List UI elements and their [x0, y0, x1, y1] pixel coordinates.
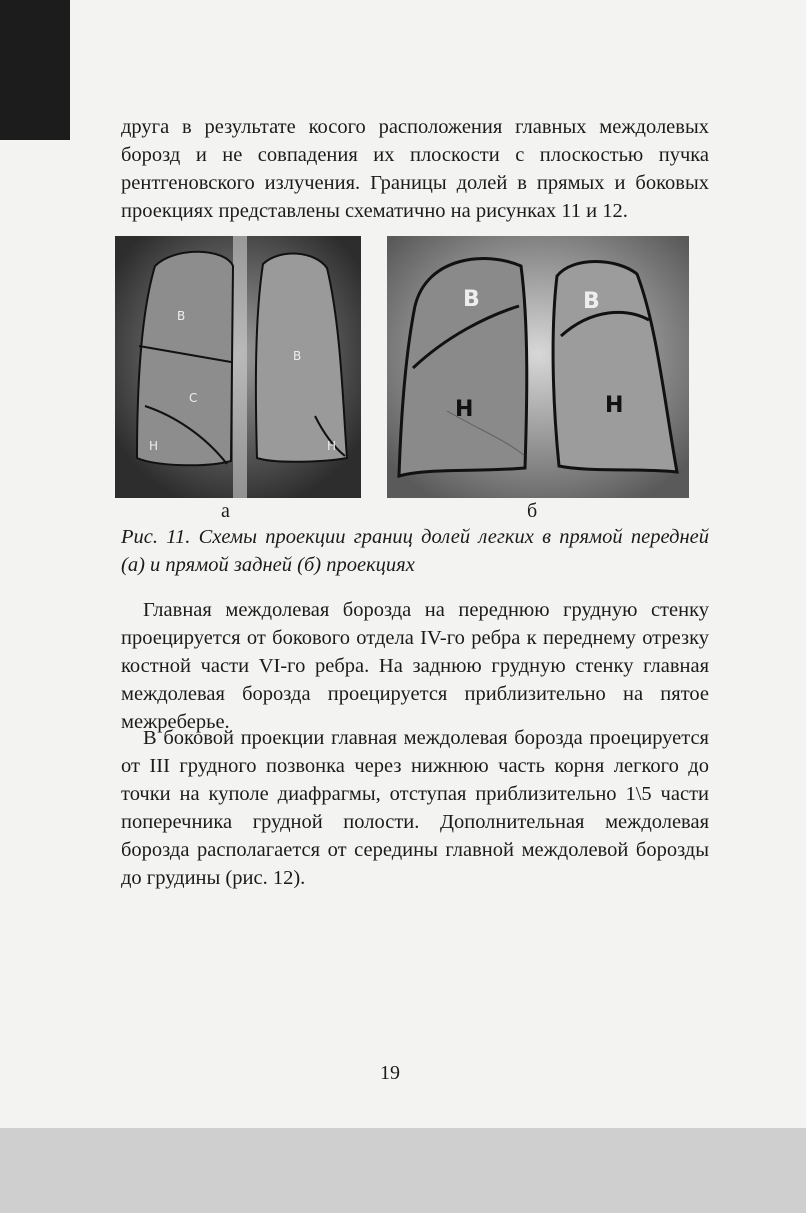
scan-edge-shadow — [0, 0, 70, 140]
lobe-label-h-right: H — [605, 393, 624, 418]
paragraph-lateral: В боковой проекции главная междолевая борозда проецируется от III грудного позвонка через нижнюю часть корня легкого до точки на куполе диафрагмы, отступая приблизительно 1\5 части поперечника грудной полости. Дополнительная междолевая борозда располагается от середины главной междолевой борозды до грудины (рис. 12). — [121, 727, 709, 889]
page-number: 19 — [380, 1062, 400, 1084]
lobe-label-h: H — [455, 397, 474, 422]
lobe-label-b-right: B — [583, 289, 600, 314]
scan-bottom-margin — [0, 1128, 806, 1213]
figure-panel-b — [387, 236, 689, 498]
lobe-label-b: B — [463, 287, 480, 312]
lobe-label-h: H — [149, 439, 159, 453]
paragraph-intro: друга в результате косого расположения главных междолевых борозд и не совпадения их плоскости с плоскостью пучка рентгеновского излучения. Границы долей в прямых и боковых проекциях представлены схематично на рисунках 11 и 12. — [121, 116, 709, 222]
panel-a-label: а — [221, 500, 230, 522]
xray-frontal-view — [115, 236, 361, 498]
xray-posterior-view — [387, 236, 689, 498]
lobe-label-b: B — [177, 309, 186, 323]
panel-b-label: б — [527, 500, 538, 522]
lobe-label-b-right: B — [293, 349, 302, 363]
lobe-label-c: C — [189, 391, 198, 405]
figure-caption: Рис. 11. Схемы проекции границ долей легких в прямой передней (а) и прямой задней (б) проекциях — [121, 526, 709, 576]
lobe-label-h-right: H — [327, 439, 337, 453]
figure-panel-a — [115, 236, 361, 498]
paragraph-frontal: Главная междолевая борозда на переднюю грудную стенку проецируется от бокового отдела IV-го ребра к переднему отрезку костной части VI-го ребра. На заднюю грудную стенку главная междолевая борозда проецируется приблизительно на пятое межреберье. — [121, 599, 709, 733]
